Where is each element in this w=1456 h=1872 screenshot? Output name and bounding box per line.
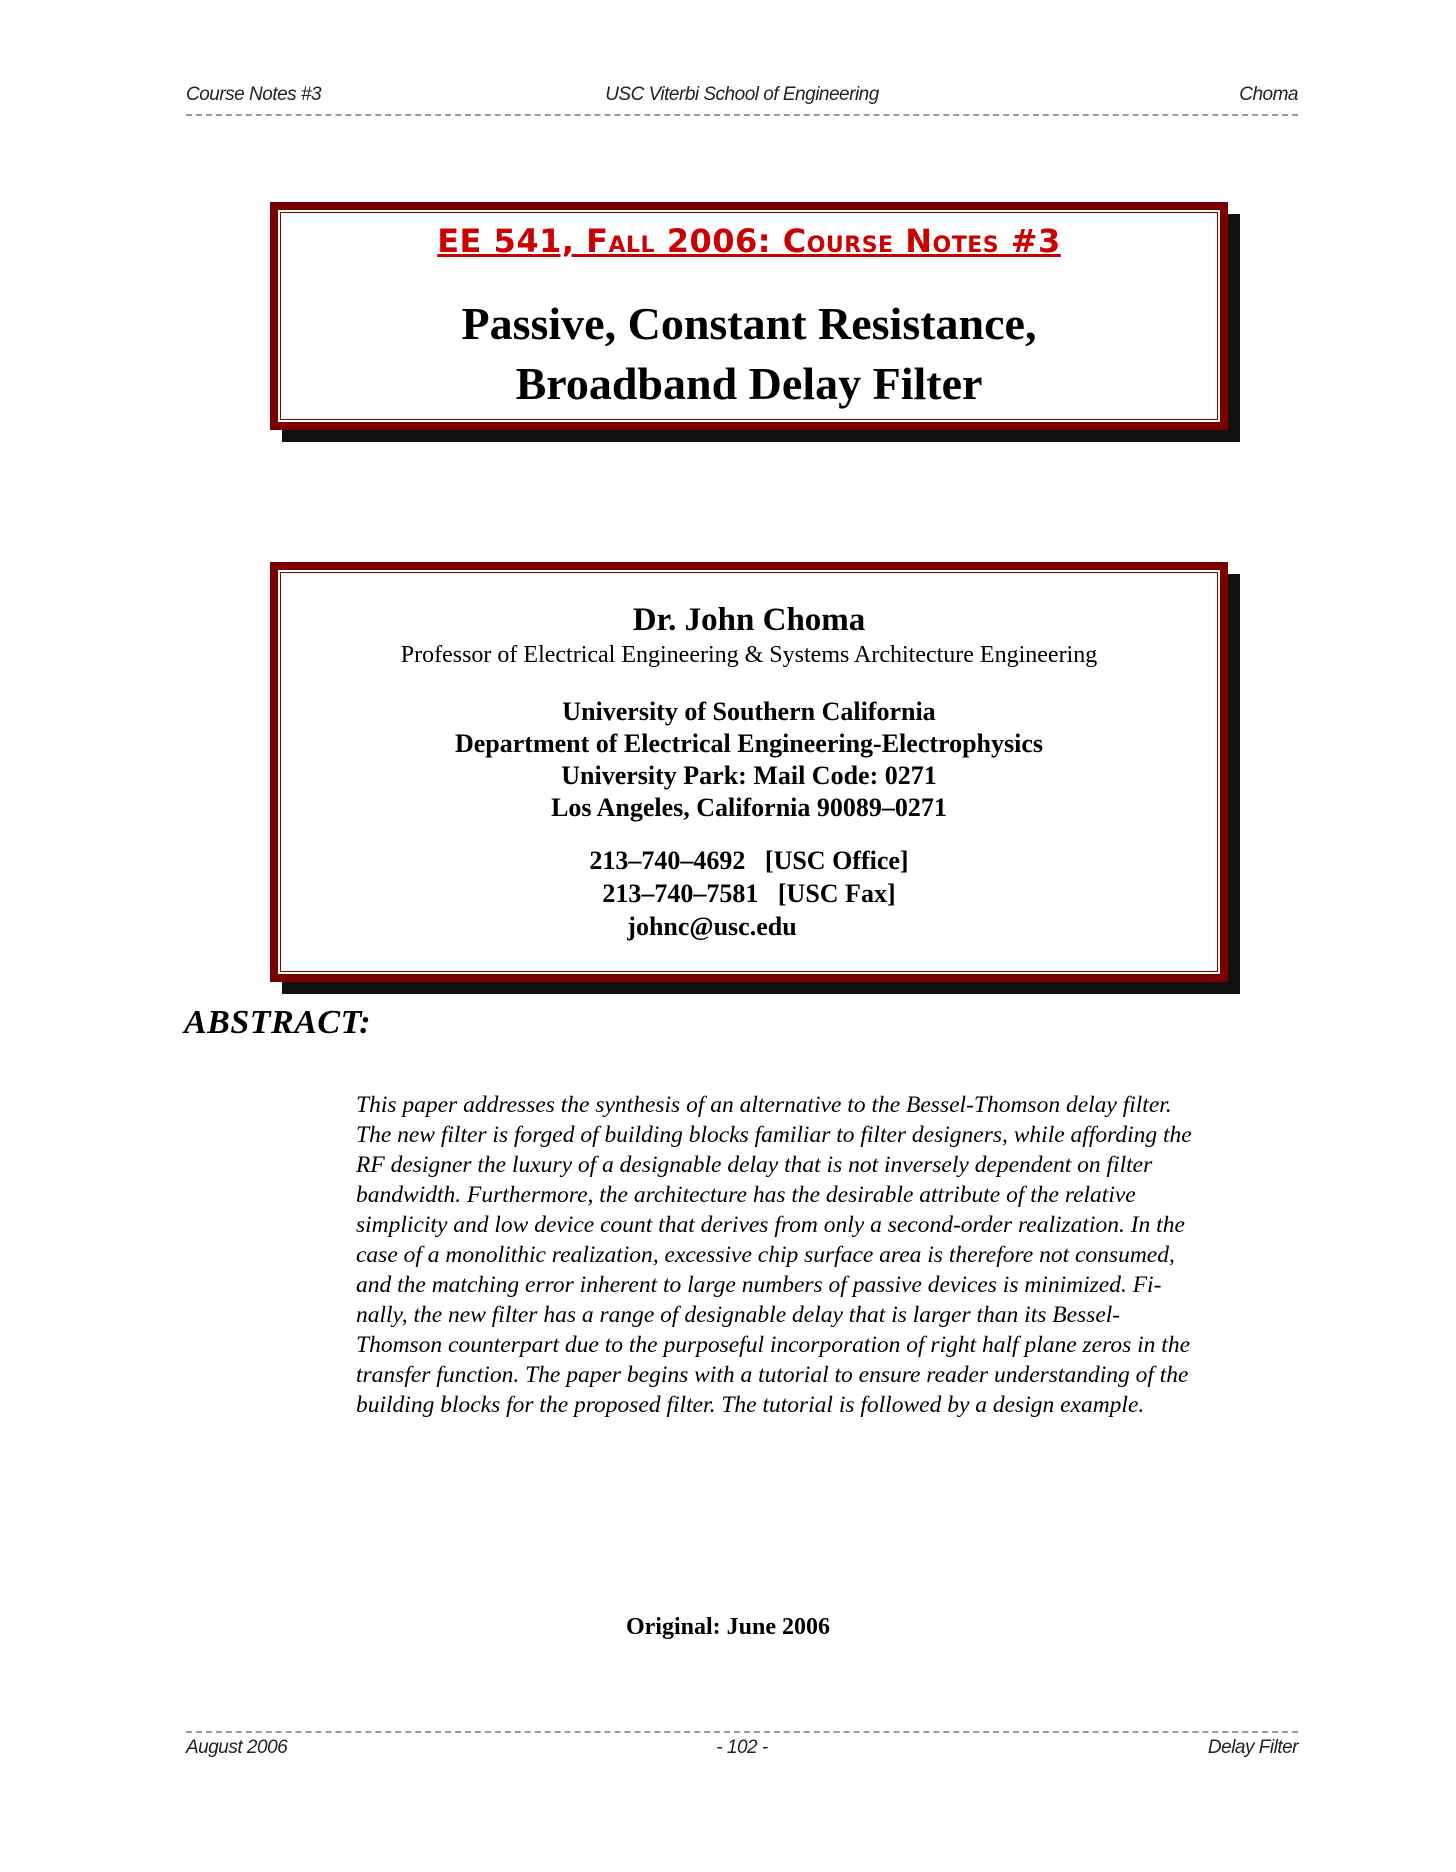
page-footer (186, 1731, 1298, 1771)
affiliation-line: Department of Electrical Engineering-Electrophysics (454, 729, 1044, 758)
affiliation-line: Los Angeles, California 90089–0271 (551, 793, 947, 822)
abstract-line: case of a monolithic realization, excessive chip surface area is therefore not consumed, (356, 1242, 1175, 1268)
title-box (270, 202, 1228, 430)
author-info (278, 600, 1220, 943)
affiliation-line: University of Southern California (562, 697, 936, 726)
abstract-line: and the matching error inherent to large numbers of passive devices is minimized. Fi- (356, 1272, 1162, 1298)
page-number: - 102 - (716, 1737, 768, 1758)
affiliation-line: University Park: Mail Code: 0271 (561, 761, 937, 790)
abstract-body (356, 1090, 1286, 1420)
author-name: Dr. John Choma (632, 602, 866, 638)
abstract-line: building blocks for the proposed filter. The tutorial is followed by a design example. (356, 1392, 1145, 1418)
header-center: USC Viterbi School of Engineering (605, 84, 879, 105)
title-line: Passive, Constant Resistance, (461, 298, 1037, 349)
phone-fax: 213–740–7581 [USC Fax] (602, 879, 896, 908)
original-date: Original: June 2006 (625, 1614, 830, 1640)
abstract-line: simplicity and low device count that derives from only a second-order realization. In the (356, 1212, 1185, 1238)
abstract-line: transfer function. The paper begins with a tutorial to ensure reader understanding of the (356, 1362, 1189, 1388)
abstract-line: The new filter is forged of building blocks familiar to filter designers, while affording the (356, 1122, 1192, 1148)
document-title (278, 294, 1220, 414)
abstract-line: RF designer the luxury of a designable delay that is not inversely dependent on filter (356, 1152, 1153, 1178)
title-line: Broadband Delay Filter (515, 358, 983, 409)
abstract-line: bandwidth. Furthermore, the architecture has the desirable attribute of the relative (356, 1182, 1136, 1208)
abstract-heading: ABSTRACT: (184, 1004, 372, 1041)
author-role: Professor of Electrical Engineering & Systems Architecture Engineering (400, 642, 1098, 668)
page-header (186, 84, 1298, 116)
header-right: Choma (1239, 84, 1298, 105)
abstract-line: This paper addresses the synthesis of an alternative to the Bessel-Thomson delay filter. (356, 1092, 1172, 1118)
abstract-line: nally, the new filter has a range of designable delay that is larger than its Bessel- (356, 1302, 1121, 1328)
footer-left: August 2006 (186, 1737, 288, 1758)
phone-office: 213–740–4692 [USC Office] (589, 846, 909, 875)
author-box (270, 562, 1228, 982)
course-title: EE 541, Fall 2006: Course Notes #3 (437, 222, 1061, 260)
header-left: Course Notes #3 (186, 84, 322, 105)
affiliation (278, 696, 1220, 824)
footer-right: Delay Filter (1207, 1737, 1298, 1758)
contact-info (278, 844, 1220, 943)
abstract-line: Thomson counterpart due to the purposeful incorporation of right half plane zeros in the (356, 1332, 1191, 1358)
email-address[interactable]: johnc@usc.edu (627, 912, 797, 941)
